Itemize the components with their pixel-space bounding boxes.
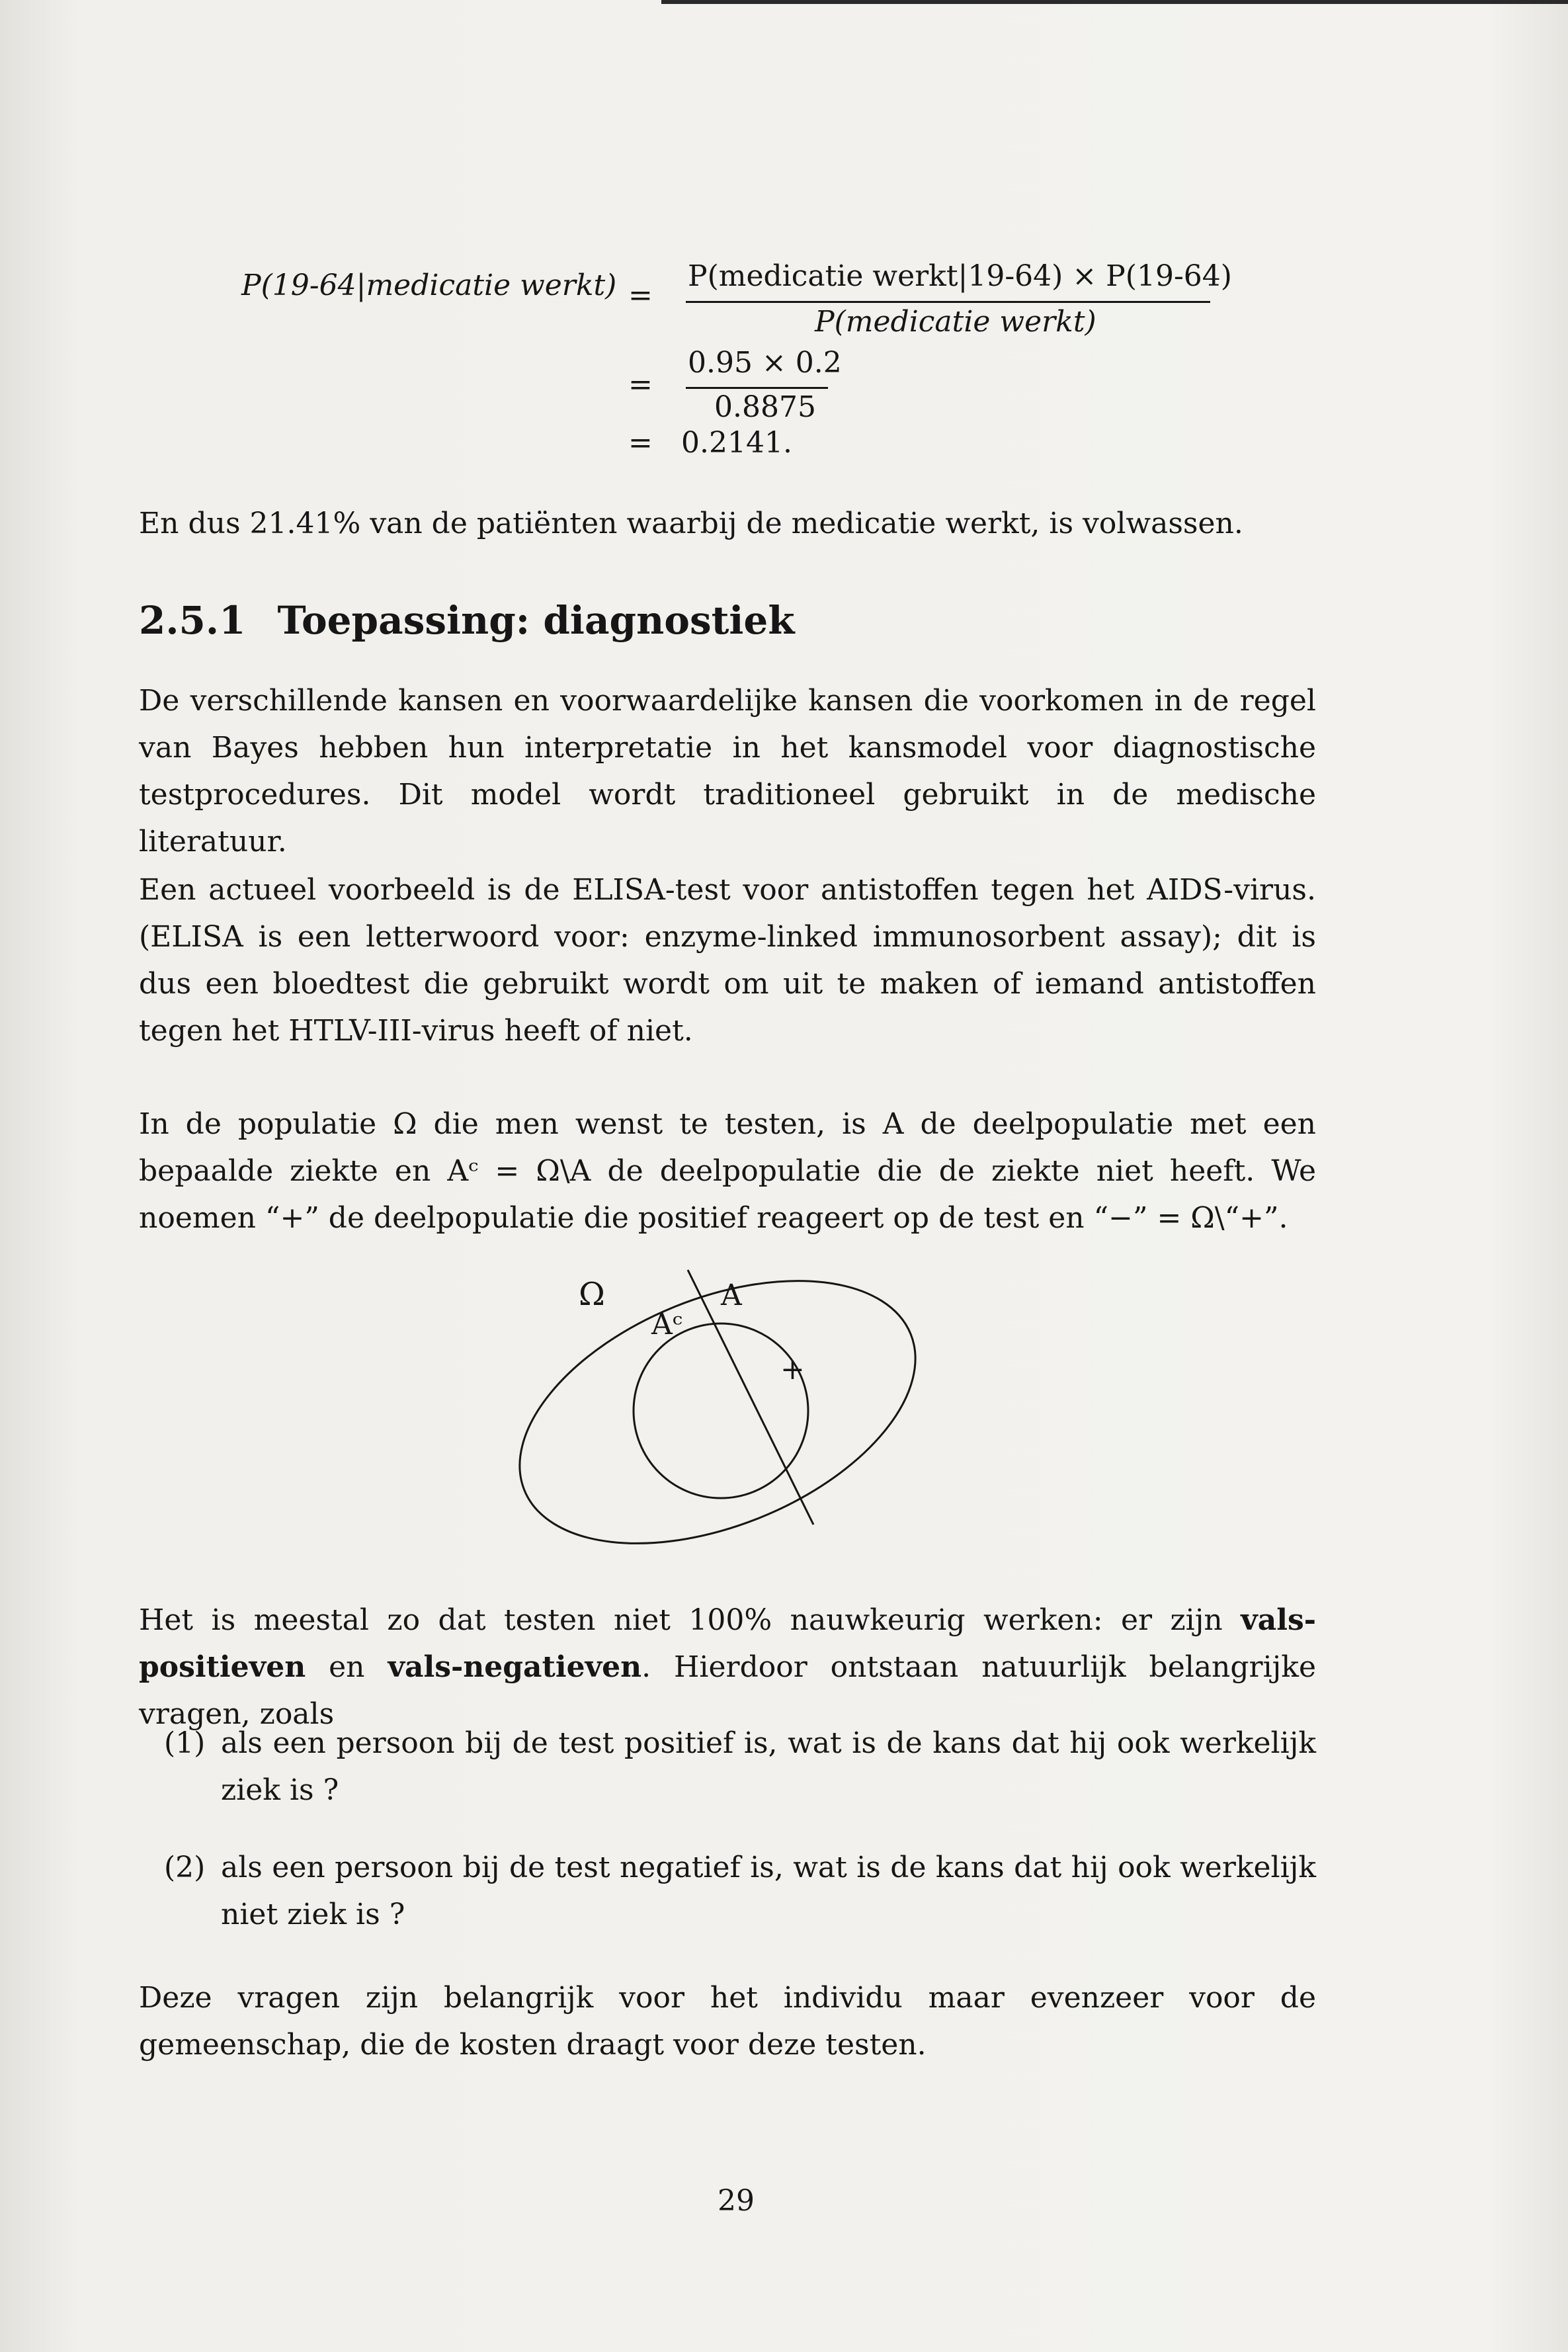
- equals-sign: =: [628, 278, 653, 312]
- fraction-denominator: P(medicatie werkt): [815, 305, 1096, 339]
- plus-label: +: [780, 1353, 805, 1386]
- term-false-negatives: vals-negatieven: [388, 1650, 642, 1684]
- section-title: Toepassing: diagnostiek: [277, 598, 795, 643]
- section-number: 2.5.1: [139, 598, 246, 643]
- paragraph-bayes-interpretation: De verschillende kansen en voorwaardelijke kansen die voorkomen in de regel van Bayes hebben hun interpretatie in het kansmodel voor diagnostische testprocedures. Dit model wordt traditioneel gebruikt in de medische literatuur.: [139, 684, 1316, 859]
- omega-label: Ω: [579, 1276, 605, 1313]
- list-text: als een persoon bij de test positief is, wat is de kans dat hij ook werkelijk ziek is ?: [221, 1726, 1316, 1807]
- ac-label: Aᶜ: [651, 1308, 683, 1341]
- equals-sign: =: [628, 368, 653, 401]
- list-text: als een persoon bij de test negatief is, wat is de kans dat hij ook werkelijk niet ziek is ?: [221, 1851, 1316, 1931]
- conclusion-text: En dus 21.41% van de patiënten waarbij de medicatie werkt, is volwassen.: [139, 507, 1243, 540]
- fraction-bar: [686, 387, 828, 389]
- fraction-denominator: 0.8875: [714, 390, 816, 424]
- a-label: A: [721, 1279, 742, 1312]
- equation-lhs: P(19-64|medicatie werkt): [241, 269, 617, 302]
- test-positive-circle: [634, 1323, 808, 1498]
- venn-diagram: [503, 1260, 952, 1564]
- section-heading: [139, 598, 795, 643]
- disease-divider-line: [688, 1270, 813, 1525]
- term-false-positives: vals-positieven: [139, 1603, 1316, 1684]
- paragraph-false-results: Het is meestal zo dat testen niet 100% nauwkeurig werken: er zijn vals-positieven en vals-negatieven. Hierdoor ontstaan natuurlijk belangrijke vragen, zoals: [139, 1603, 1317, 1731]
- paragraph-population-definition: In de populatie Ω die men wenst te testen, is A de deelpopulatie met een bepaalde ziekte en Aᶜ = Ω\A de deelpopulatie die de ziekte niet heeft. We noemen “+” de deelpopulatie die positief reageert op de test en “−” = Ω\“+”.: [139, 1107, 1316, 1235]
- scan-edge-rule: [661, 0, 1568, 4]
- list-item: [164, 1720, 1316, 1814]
- fraction-bar: [686, 301, 1210, 303]
- list-marker: (1): [164, 1726, 206, 1760]
- list-item: [164, 1844, 1316, 1938]
- fraction-numerator: 0.95 × 0.2: [688, 346, 842, 380]
- fraction-numerator: P(medicatie werkt|19-64) × P(19-64): [688, 259, 1232, 293]
- paragraph-importance: Deze vragen zijn belangrijk voor het individu maar evenzeer voor de gemeenschap, die de kosten draagt voor deze testen.: [139, 1981, 1316, 2062]
- list-marker: (2): [164, 1851, 206, 1884]
- paragraph-elisa-example: Een actueel voorbeeld is de ELISA-test voor antistoffen tegen het AIDS-virus. (ELISA is een letterwoord voor: enzyme-linked immunosorbent assay); dit is dus een bloedtest die gebruikt wordt om uit te maken of iemand antistoffen tegen het HTLV-III-virus heeft of niet.: [139, 873, 1316, 1048]
- equals-sign: =: [628, 426, 653, 460]
- equation-result: 0.2141.: [681, 426, 792, 460]
- page-number: 29: [718, 2184, 755, 2218]
